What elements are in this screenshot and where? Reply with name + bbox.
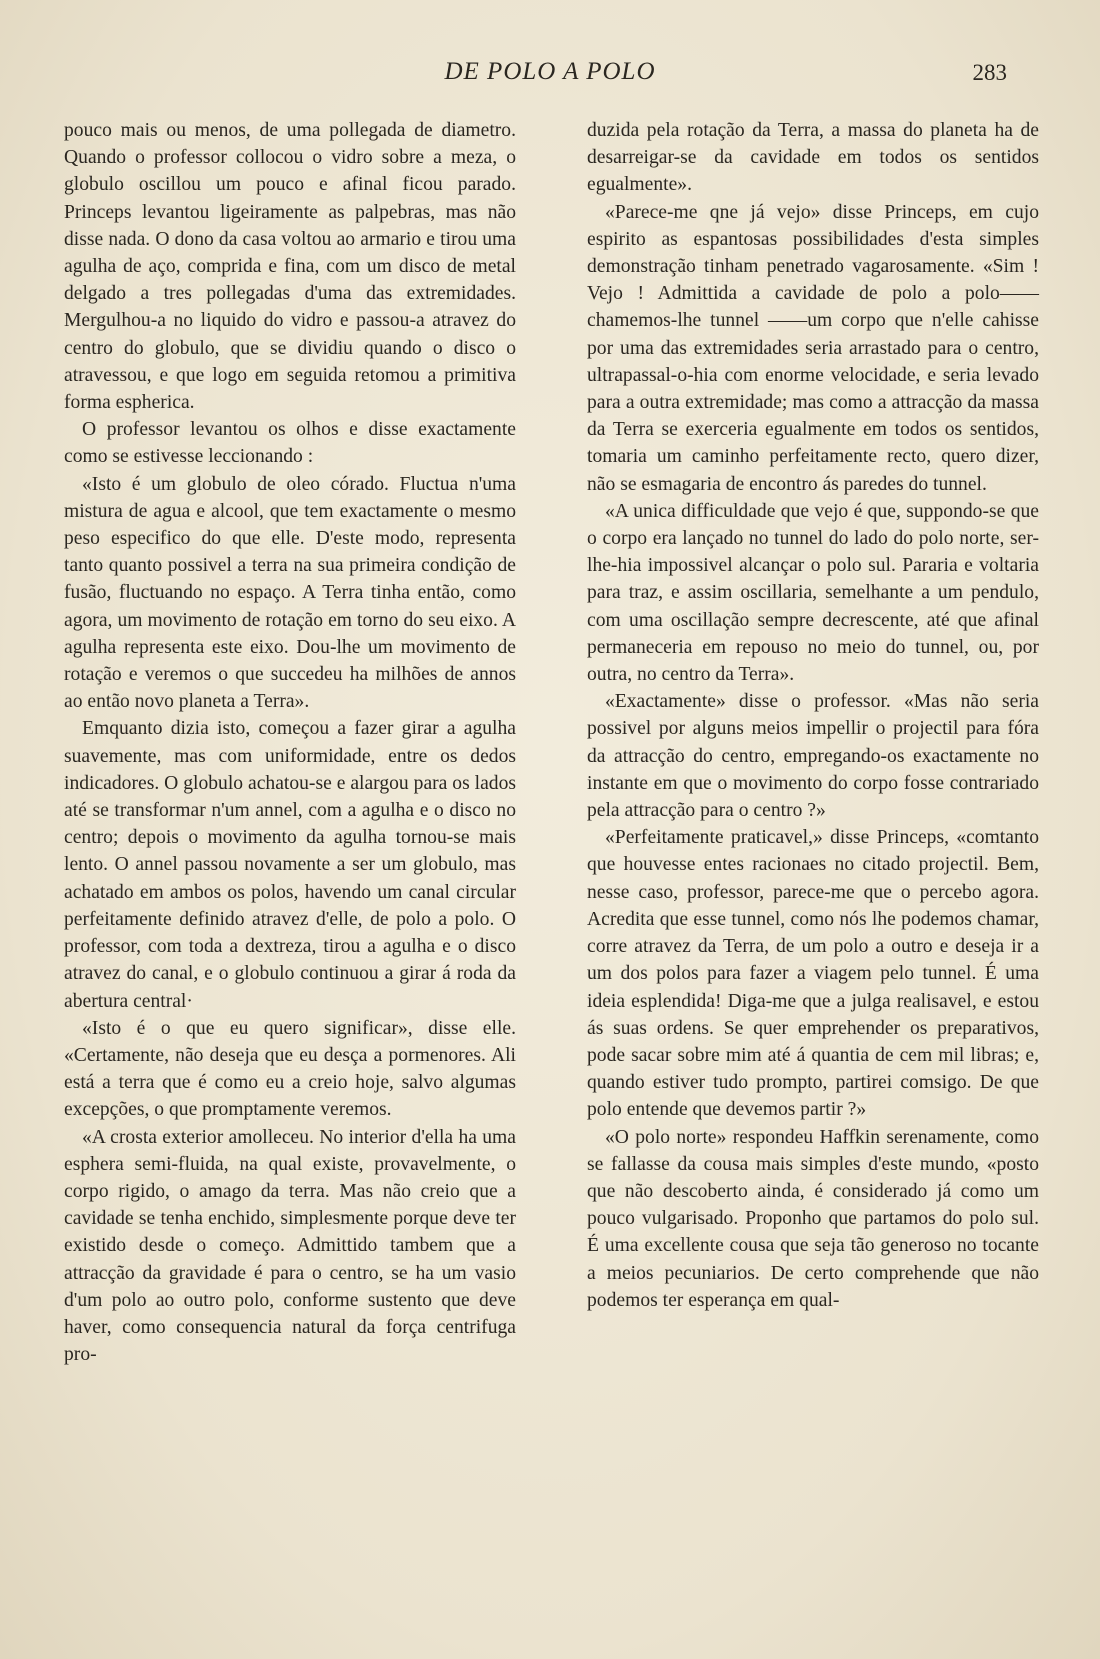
page-number: 283 <box>972 60 1007 85</box>
paragraph: «Isto é um globulo de oleo córado. Fluctua n'uma mistura de agua e alcool, que tem exactamente o mesmo peso especifico do que elle. D'este modo, representa tanto quanto possivel a terra na sua primeira condição de fusão, fluctuando no espaço. A Terra tinha então, como agora, um movimento de rotação em torno do seu eixo. A agulha representa este eixo. Dou-lhe um movimento de rotação e veremos o que succedeu ha milhões de annos ao então novo planeta a Terra». <box>64 473 516 713</box>
paragraph: «Parece-me qne já vejo» disse Princeps, em cujo espirito as espantosas possibilidades d'esta simples demonstração tinham penetrado vagarosamente. «Sim ! Vejo ! Admittida a cavidade de polo a polo——chamemos-lhe tunnel ——um corpo que n'elle cahisse por uma das extremidades seria arrastado para o centro, ultrapassal-o-hia com enorme velocidade, e seria levado para a outra extremidade; mas como a attracção da massa da Terra se exerceria egualmente em todos os sentidos, tomaria um caminho perfeitamente recto, quero dizer, não se esmagaria de encontro ás paredes do tunnel. <box>587 201 1039 495</box>
running-head <box>0 58 1100 92</box>
paragraph: «A unica difficuldade que vejo é que, suppondo-se que o corpo era lançado no tunnel do lado do polo norte, ser-lhe-hia impossivel alcançar o polo sul. Pararia e voltaria para traz, e assim oscillaria, semelhante a um pendulo, com uma oscillação sempre decrescente, até que afinal permaneceria em repouso no meio do tunnel, ou, por outra, no centro da Terra». <box>587 500 1039 686</box>
paragraph: «A crosta exterior amolleceu. No interior d'ella ha uma esphera semi-fluida, na qual existe, provavelmente, o corpo rigido, o amago da terra. Mas não creio que a cavidade se tenha enchido, simplesmente porque deve ter existido desde o começo. Admittido tambem que a attracção da gravidade é para o centro, se ha um vasio d'um polo ao outro polo, conforme sustento que deve haver, como consequencia natural da força centrifuga pro- <box>64 1126 516 1366</box>
right-column <box>587 117 1039 1368</box>
left-column <box>64 117 516 1368</box>
paragraph: «Perfeitamente praticavel,» disse Princeps, «comtanto que houvesse entes racionaes no citado projectil. Bem, nesse caso, professor, parece-me que o percebo agora. Acredita que esse tunnel, como nós lhe podemos chamar, corre atravez da Terra, de um polo a outro e deseja ir a um dos polos para fazer a viagem pelo tunnel. É uma ideia esplendida! Diga-me que a julga realisavel, e estou ás suas ordens. Se quer emprehender os preparativos, pode sacar sobre mim até á quantia de cem mil libras; e, quando estiver tudo prompto, partirei comsigo. De que polo entende que devemos partir ?» <box>587 827 1039 1121</box>
text-columns <box>64 117 1039 1368</box>
running-title: DE POLO A POLO <box>444 58 656 85</box>
paragraph: «Exactamente» disse o professor. «Mas não seria possivel por alguns meios impellir o projectil para fóra da attracção do centro, empregando-os exactamente no instante em que o movimento do corpo fosse contrariado pela attracção para o centro ?» <box>587 691 1039 822</box>
paragraph: O professor levantou os olhos e disse exactamente como se estivesse leccionando : <box>64 419 516 468</box>
paragraph: «O polo norte» respondeu Haffkin serenamente, como se fallasse da cousa mais simples d'este mundo, «posto que não descoberto ainda, é considerado já como um pouco vulgarisado. Proponho que partamos do polo sul. É uma excellente cousa que seja tão generoso no tocante a meios pecuniarios. De certo comprehende que não podemos ter esperança em qual- <box>587 1126 1039 1311</box>
paragraph: «Isto é o que eu quero significar», disse elle. «Certamente, não deseja que eu desça a pormenores. Ali está a terra que é como eu a creio hoje, salvo algumas excepções, o que promptamente veremos. <box>64 1017 516 1121</box>
paragraph: duzida pela rotação da Terra, a massa do planeta ha de desarreigar-se da cavidade em todos os sentidos egualmente». <box>587 120 1039 196</box>
paragraph: pouco mais ou menos, de uma pollegada de diametro. Quando o professor collocou o vidro sobre a meza, o globulo oscillou um pouco e afinal ficou parado. Princeps levantou ligeiramente as palpebras, mas não disse nada. O dono da casa voltou ao armario e tirou uma agulha de aço, comprida e fina, com um disco de metal delgado a tres pollegadas d'uma das extremidades. Mergulhou-a no liquido do vidro e passou-a atravez do centro do globulo, que se dividiu quando o disco o atravessou, e que logo em seguida retomou a primitiva forma espherica. <box>64 120 516 414</box>
paragraph: Emquanto dizia isto, começou a fazer girar a agulha suavemente, mas com uniformidade, entre os dedos indicadores. O globulo achatou-se e alargou para os lados até se transformar n'um annel, com a agulha e o disco no centro; depois o movimento da agulha tornou-se mais lento. O annel passou novamente a ser um globulo, mas achatado em ambos os polos, havendo um canal circular perfeitamente definido atravez d'elle, de polo a polo. O professor, com toda a dextreza, tirou a agulha e o disco atravez do canal, e o globulo continuou a girar á roda da abertura central· <box>64 718 516 1012</box>
